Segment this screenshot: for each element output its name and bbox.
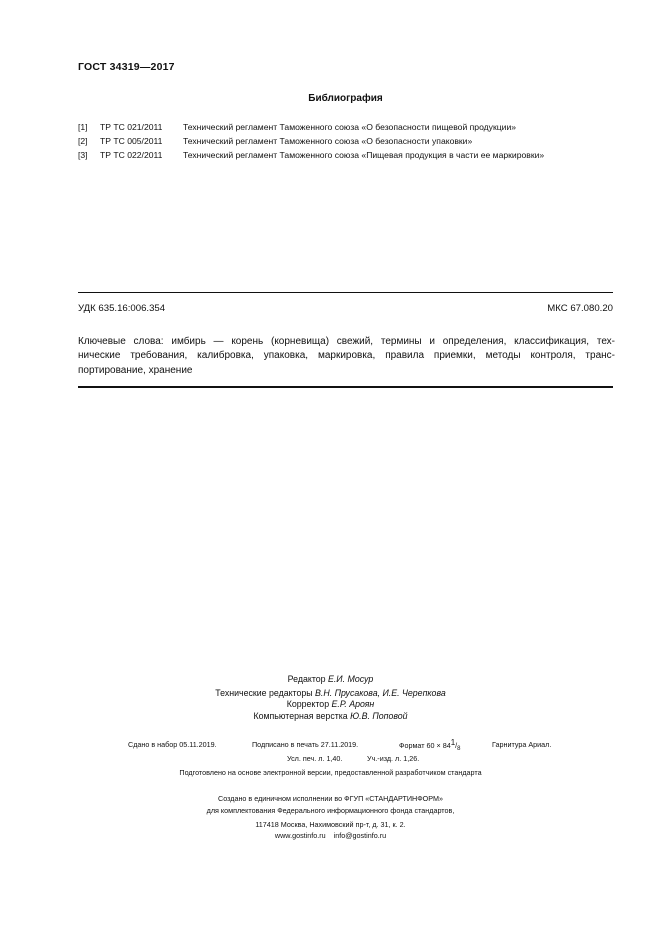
credit-name: В.Н. Прусакова, И.Е. Черепкова [315,688,446,698]
imprint-address: 117418 Москва, Нахимовский пр-т, д. 31, к. 2. [255,820,406,829]
divider-bottom [78,386,613,388]
imprint-publ-sheets: Уч.-изд. л. 1,26. [367,754,420,763]
credit-name: Ю.В. Поповой [350,711,408,721]
imprint-prepared-note: Подготовлено на основе электронной версии, предоставленной разработчиком стандарта [179,768,482,777]
credit-label: Редактор [287,674,326,684]
format-prefix: Формат 60 × 84 [399,741,451,750]
entry-number: [1] [78,122,88,132]
entry-number: [3] [78,150,88,160]
imprint-created-line2: для комплектования Федерального информационного фонда стандартов, [206,806,455,815]
credit-name: Е.Р. Ароян [331,699,375,709]
standard-number: ГОСТ 34319—2017 [78,61,175,73]
credit-label: Компьютерная верстка [253,711,348,721]
credit-layout [0,711,661,721]
credit-tech-editors [0,688,661,698]
credit-label: Корректор [286,699,330,709]
format-denominator: 8 [457,746,461,752]
imprint-typeface: Гарнитура Ариал. [492,740,552,749]
divider-top [78,292,613,293]
bibliography-title: Библиография [308,93,383,104]
bibliography-entry [78,136,472,146]
entry-code: ТР ТС 005/2011 [100,136,163,146]
entry-code: ТР ТС 022/2011 [100,150,163,160]
entry-code: ТР ТС 021/2011 [100,122,163,132]
credit-label: Технические редакторы [215,688,313,698]
keywords-line: портирование, хранение [78,364,193,376]
imprint-created-line1: Создано в единичном исполнении во ФГУП «СТАНДАРТИНФОРМ» [218,794,443,803]
credit-name: Е.И. Мосур [328,674,374,684]
imprint-print-sheets: Усл. печ. л. 1,40. [287,754,343,763]
udk-code: УДК 635.16:006.354 [78,303,166,314]
keywords-paragraph [78,335,615,378]
imprint-signed: Подписано в печать 27.11.2019. [252,740,359,749]
format-numerator: 1 [450,738,456,747]
entry-text: Технический регламент Таможенного союза «О безопасности пищевой продукции» [183,122,517,132]
imprint-submitted: Сдано в набор 05.11.2019. [128,740,217,749]
mks-code: МКС 67.080.20 [547,303,613,314]
email-link[interactable]: info@gostinfo.ru [333,831,387,840]
entry-number: [2] [78,136,88,146]
bibliography-entry [78,122,516,132]
credit-editor [0,674,661,684]
keywords-line: Ключевые слова: имбирь — корень (корневища) свежий, термины и определения, классификация, тех- [78,336,615,347]
entry-text: Технический регламент Таможенного союза «О безопасности упаковки» [183,136,473,146]
website-link[interactable]: www.gostinfo.ru [274,831,326,840]
bibliography-entry [78,150,544,160]
imprint-contacts [0,831,661,840]
imprint-format: Формат $60 \times 84^1/_8$ [399,738,461,752]
credit-corrector [0,699,661,709]
entry-text: Технический регламент Таможенного союза «Пищевая продукция в части ее маркировки» [183,150,545,160]
keywords-line: нические требования, калибровка, упаковка, маркировка, правила приемки, методы контроля, транс- [78,350,615,362]
